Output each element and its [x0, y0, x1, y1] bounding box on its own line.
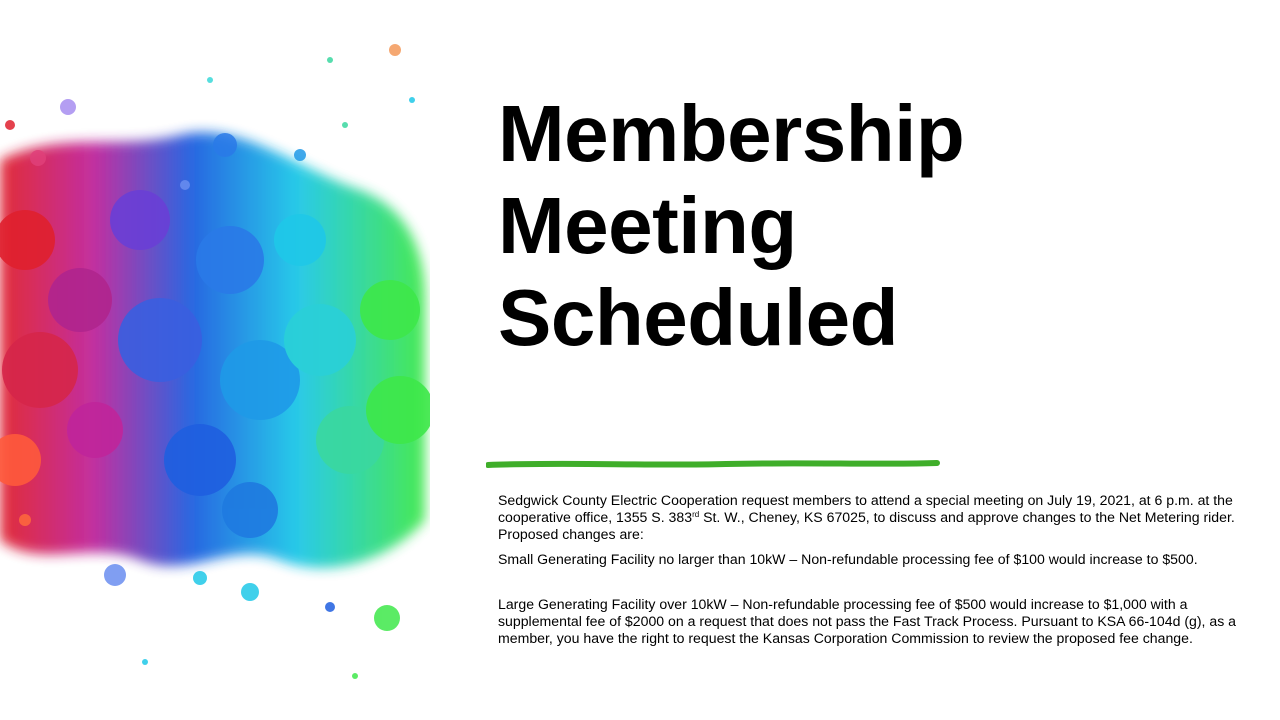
title-line-1: Membership	[498, 89, 965, 178]
intro-part-1: Sedgwick County Electric Cooperation request members to attend a special meeting on July 19, 2021, at 6 p.m. at the cooperative office, 1355 S. 383	[498, 492, 1233, 525]
title-line-3: Scheduled	[498, 273, 899, 362]
slide-title	[498, 88, 1198, 364]
paint-splash-image	[0, 40, 430, 690]
large-facility-paragraph: Large Generating Facility over 10kW – Non-refundable processing fee of $500 would increase to $1,000 with a supplemental fee of $2000 on a request that does not pass the Fast Track Process. Pursuant to KSA 66-104d (g), as a member, you have the right to request the Kansas Corporation Commission to review the proposed fee change.	[498, 596, 1237, 646]
green-accent-line	[486, 456, 940, 472]
announcement-body	[498, 492, 1268, 647]
small-facility-paragraph: Small Generating Facility no larger than 10kW – Non-refundable processing fee of $100 would increase to $500.	[498, 551, 1198, 567]
intro-paragraph	[498, 492, 1268, 543]
title-line-2: Meeting	[498, 181, 797, 270]
ordinal-suffix: rd	[692, 510, 700, 519]
intro-part-2: St. W., Cheney, KS 67025, to discuss and approve changes to the Net Metering rider. Proposed changes are:	[498, 509, 1235, 542]
